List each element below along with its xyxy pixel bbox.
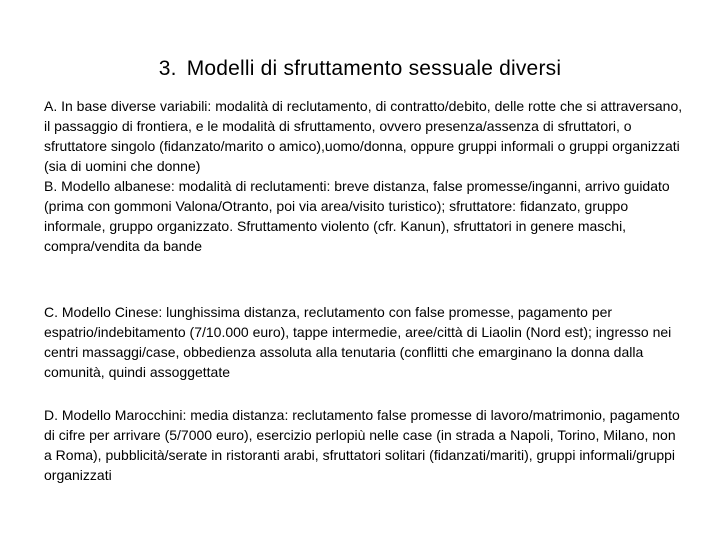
paragraph-group-d [44,405,684,485]
paragraph-c: C. Modello Cinese: lunghissima distanza, reclutamento con false promesse, pagamento per espatrio/indebitamento (7/10.000 euro), tappe intermedie, aree/città di Liaolin (Nord est); ingresso nei centri massaggi/case, obbedienza assoluta alla tenutaria (conflitti che emarginano la donna dalla comunità, quindi assoggettate [44,304,672,380]
paragraph-b: B. Modello albanese: modalità di reclutamenti: breve distanza, false promesse/inganni, arrivo guidato (prima con gommoni Valona/Otranto, poi via area/visito turistico); sfruttatore: fidanzato, gruppo informale, gruppo organizzato. Sfruttamento violento (cfr. Kanun), sfruttatori in genere maschi, compra/vendita da bande [44,178,670,254]
paragraph-group-ab [44,96,684,256]
paragraph-a: A. In base diverse variabili: modalità di reclutamento, di contratto/debito, delle rotte che si attraversano, il passaggio di frontiera, e le modalità di sfruttamento, ovvero presenza/assenza di sfruttatori, o sfruttatore singolo (fidanzato/marito o amico),uomo/donna, oppure gruppi informali o gruppi organizzati (sia di uomini che donne) [44,98,683,174]
paragraph-d: D. Modello Marocchini: media distanza: reclutamento false promesse di lavoro/matrimonio, pagamento di cifre per arrivare (5/7000 euro), esercizio perlopiù nelle case (in strada a Napoli, Torino, Milano, non a Roma), pubblicità/serate in ristoranti arabi, sfruttatori solitari (fidanzati/mariti), gruppi informali/gruppi organizzati [44,407,680,483]
paragraph-group-c [44,302,684,382]
title-text: Modelli di sfruttamento sessuale diversi [186,57,562,80]
title-number: 3. [158,57,177,80]
slide-title [0,55,720,83]
